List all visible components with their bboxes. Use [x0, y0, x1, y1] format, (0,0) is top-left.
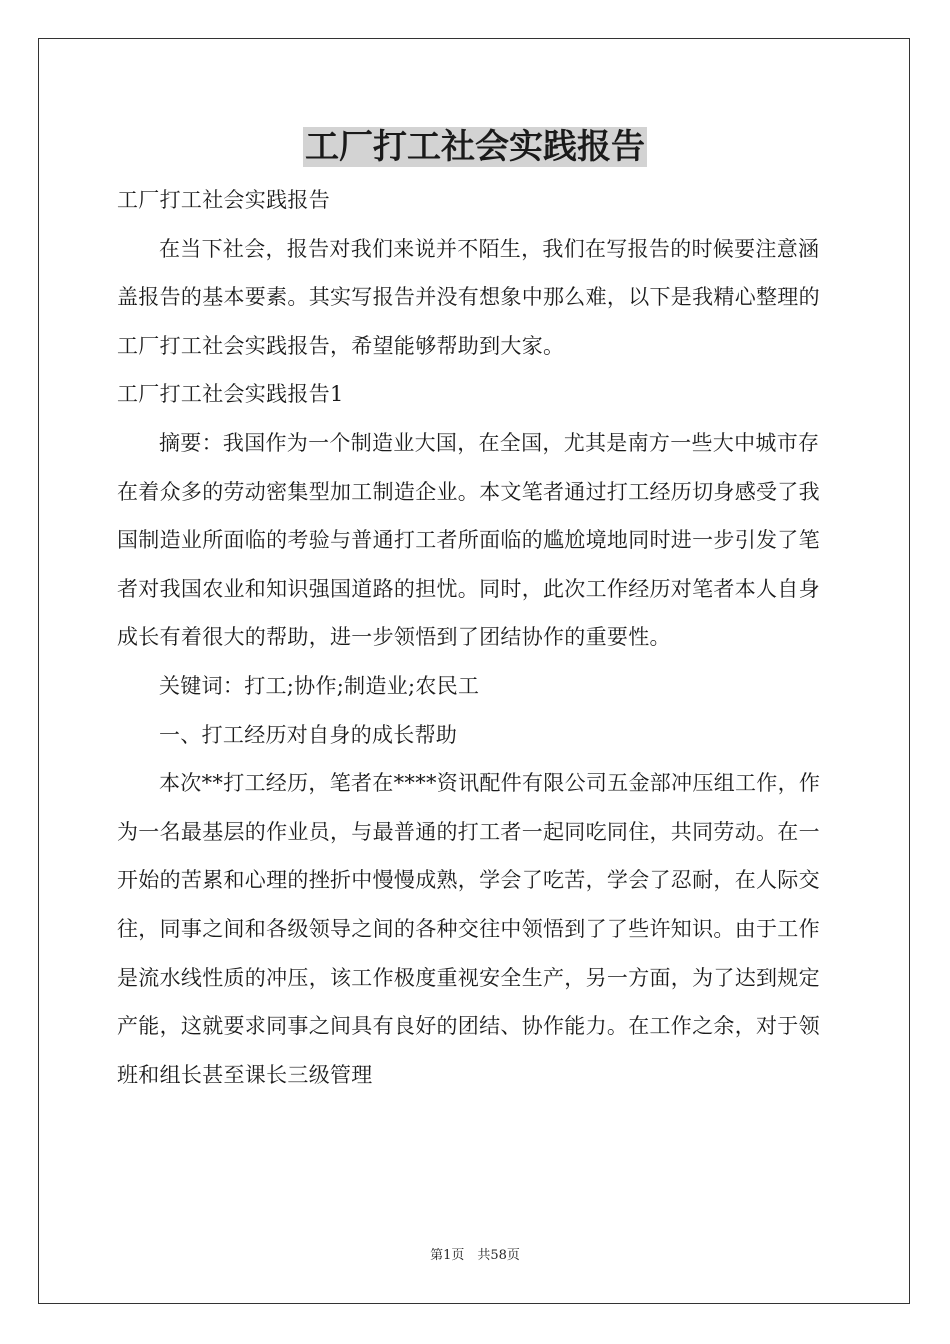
- body-paragraph: 本次**打工经历，笔者在****资讯配件有限公司五金部冲压组工作，作为一名最基层的作业员，与最普通的打工者一起同吃同住，共同劳动。在一开始的苦累和心理的挫折中慢慢成熟，学会了吃苦，学会了忍耐，在人际交往，同事之间和各级领导之间的各种交往中领悟到了了些许知识。由于工作是流水线性质的冲压，该工作极度重视安全生产，另一方面，为了达到规定产能，这就要求同事之间具有良好的团结、协作能力。在工作之余，对于领班和组长甚至课长三级管理: [117, 771, 821, 1087]
- subtitle-paragraph: 工厂打工社会实践报告: [117, 188, 330, 212]
- document-title-text: 工厂打工社会实践报告: [305, 127, 645, 167]
- document-title: [0, 124, 950, 170]
- section-heading-one: 一、打工经历对自身的成长帮助: [159, 722, 458, 747]
- section-heading-report-1: 工厂打工社会实践报告1: [117, 382, 344, 407]
- page-number-footer: 第1页 共58页: [430, 1248, 520, 1263]
- abstract-paragraph: 摘要：我国作为一个制造业大国，在全国，尤其是南方一些大中城市存在着众多的劳动密集型加工制造企业。本文笔者通过打工经历切身感受了我国制造业所面临的考验与普通打工者所面临的尴尬境地同时进一步引发了笔者对我国农业和知识强国道路的担忧。同时，此次工作经历对笔者本人自身成长有着很大的帮助，进一步领悟到了团结协作的重要性。: [117, 430, 820, 650]
- keywords-paragraph: 关键词：打工;协作;制造业;农民工: [159, 673, 480, 698]
- document-body: [117, 176, 833, 1099]
- intro-paragraph: 在当下社会，报告对我们来说并不陌生，我们在写报告的时候要注意涵盖报告的基本要素。其实写报告并没有想象中那么难，以下是我精心整理的工厂打工社会实践报告，希望能够帮助到大家。: [117, 236, 820, 358]
